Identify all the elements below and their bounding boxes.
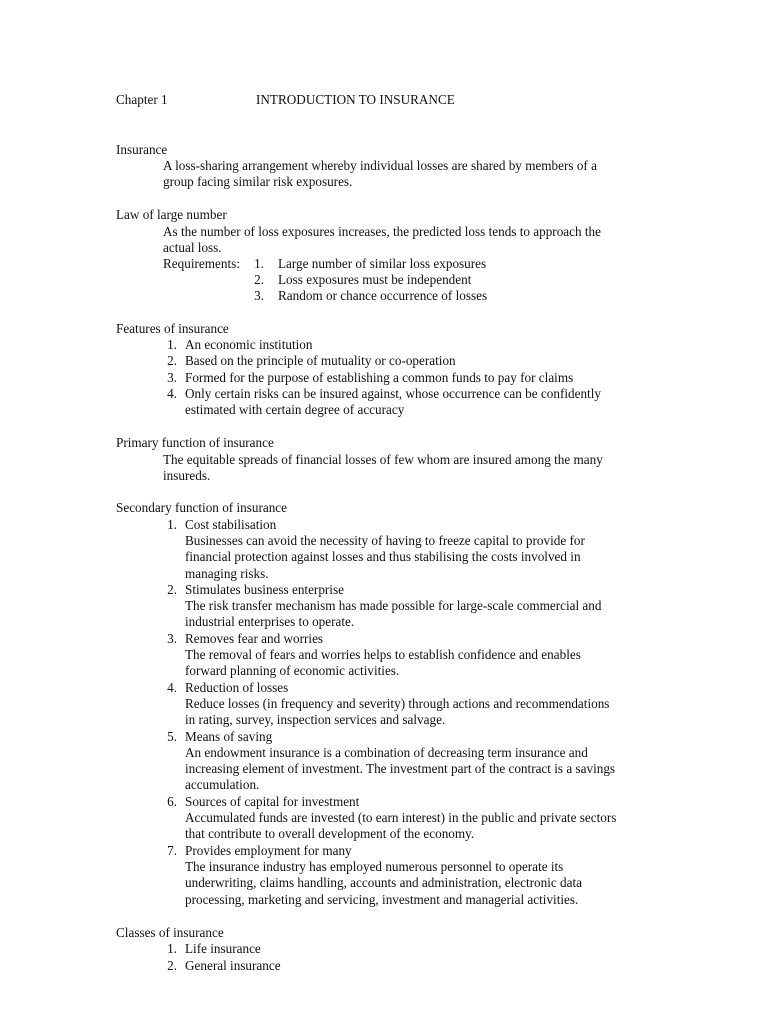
requirements-label: Requirements: (163, 256, 240, 271)
secondary-item-number: 3. (167, 631, 177, 646)
secondary-item-number: 2. (167, 582, 177, 597)
requirement-text: Random or chance occurrence of losses (278, 288, 488, 303)
secondary-item-text: The removal of fears and worries helps to establish confidence and enables (185, 647, 581, 662)
secondary-item-number: 1. (167, 517, 177, 532)
secondary-item-text: Reduce losses (in frequency and severity) through actions and recommendations (185, 696, 610, 711)
secondary-item-title: Sources of capital for investment (185, 794, 360, 809)
section-heading-features: Features of insurance (116, 321, 229, 336)
secondary-item-text: Accumulated funds are invested (to earn interest) in the public and private sectors (185, 810, 617, 825)
secondary-item-text: An endowment insurance is a combination of decreasing term insurance and (185, 745, 588, 760)
primary-definition-line: insureds. (163, 468, 211, 483)
feature-text: Formed for the purpose of establishing a common funds to pay for claims (185, 370, 574, 385)
section-heading-secondary: Secondary function of insurance (116, 500, 288, 515)
secondary-item-title: Provides employment for many (185, 843, 352, 858)
secondary-item-title: Removes fear and worries (185, 631, 324, 646)
secondary-item-number: 5. (167, 729, 177, 744)
secondary-item-text: financial protection against losses and thus stabilising the costs involved in (185, 549, 581, 564)
feature-number: 1. (167, 337, 177, 352)
secondary-item-text: Businesses can avoid the necessity of having to freeze capital to provide for (185, 533, 585, 548)
secondary-item-text: accumulation. (185, 777, 260, 792)
requirement-number: 1. (254, 256, 264, 271)
secondary-item-text: processing, marketing and servicing, investment and managerial activities. (185, 892, 579, 907)
chapter-title: INTRODUCTION TO INSURANCE (256, 92, 455, 107)
feature-text: estimated with certain degree of accuracy (185, 402, 405, 417)
feature-text: An economic institution (185, 337, 313, 352)
secondary-item-text: The risk transfer mechanism has made possible for large-scale commercial and (185, 598, 602, 613)
secondary-item-text: increasing element of investment. The investment part of the contract is a savings (185, 761, 616, 776)
requirement-text: Loss exposures must be independent (278, 272, 472, 287)
class-text: Life insurance (185, 941, 261, 956)
secondary-item-text: underwriting, claims handling, accounts and administration, electronic data (185, 875, 582, 890)
requirement-number: 3. (254, 288, 264, 303)
secondary-item-title: Reduction of losses (185, 680, 289, 695)
section-heading-law: Law of large number (116, 207, 227, 222)
law-definition-line: As the number of loss exposures increases, the predicted loss tends to approach the (163, 224, 602, 239)
feature-text: Based on the principle of mutuality or co-operation (185, 353, 456, 368)
secondary-item-number: 7. (167, 843, 177, 858)
primary-definition-line: The equitable spreads of financial losses of few whom are insured among the many (163, 452, 603, 467)
requirement-number: 2. (254, 272, 264, 287)
feature-number: 3. (167, 370, 177, 385)
secondary-item-title: Stimulates business enterprise (185, 582, 344, 597)
secondary-item-title: Cost stabilisation (185, 517, 277, 532)
feature-number: 4. (167, 386, 177, 401)
secondary-item-text: forward planning of economic activities. (185, 663, 400, 678)
section-heading-classes: Classes of insurance (116, 925, 224, 940)
class-number: 2. (167, 958, 177, 973)
feature-text: Only certain risks can be insured against, whose occurrence can be confidently (185, 386, 601, 401)
feature-number: 2. (167, 353, 177, 368)
insurance-definition-line: A loss-sharing arrangement whereby individual losses are shared by members of a (163, 158, 597, 173)
secondary-item-number: 4. (167, 680, 177, 695)
section-heading-primary: Primary function of insurance (116, 435, 274, 450)
secondary-item-title: Means of saving (185, 729, 273, 744)
section-heading-insurance: Insurance (116, 142, 168, 157)
secondary-item-text: managing risks. (185, 566, 269, 581)
secondary-item-text: industrial enterprises to operate. (185, 614, 355, 629)
chapter-label: Chapter 1 (116, 92, 168, 107)
class-number: 1. (167, 941, 177, 956)
secondary-item-text: The insurance industry has employed numerous personnel to operate its (185, 859, 564, 874)
secondary-item-number: 6. (167, 794, 177, 809)
secondary-item-text: that contribute to overall development of the economy. (185, 826, 475, 841)
law-definition-line: actual loss. (163, 240, 222, 255)
requirement-text: Large number of similar loss exposures (278, 256, 487, 271)
secondary-item-text: in rating, survey, inspection services and salvage. (185, 712, 446, 727)
insurance-definition-line: group facing similar risk exposures. (163, 174, 353, 189)
class-text: General insurance (185, 958, 281, 973)
